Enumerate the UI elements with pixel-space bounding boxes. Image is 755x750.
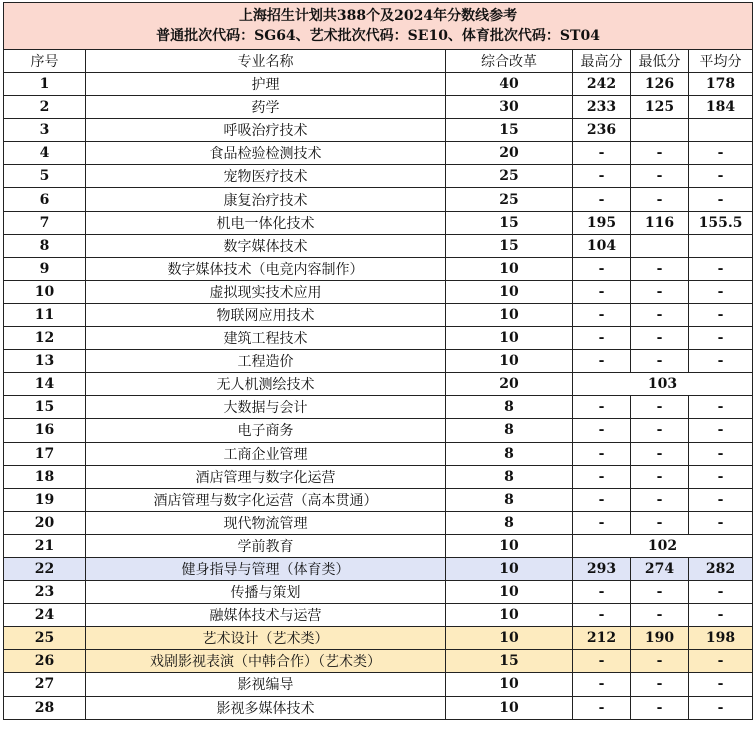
row-major-name: 传播与策划 bbox=[86, 581, 446, 604]
table-row bbox=[4, 511, 753, 534]
row-min-score: - bbox=[631, 165, 689, 188]
row-max-score: 293 bbox=[573, 557, 631, 580]
row-avg-score: - bbox=[689, 165, 753, 188]
admission-table-container bbox=[3, 2, 752, 720]
row-avg-score: 198 bbox=[689, 627, 753, 650]
row-quota: 15 bbox=[446, 650, 573, 673]
table-row bbox=[4, 696, 753, 719]
table-row bbox=[4, 234, 753, 257]
row-index: 1 bbox=[4, 73, 86, 96]
row-major-name: 宠物医疗技术 bbox=[86, 165, 446, 188]
row-major-name: 影视多媒体技术 bbox=[86, 696, 446, 719]
row-quota: 25 bbox=[446, 188, 573, 211]
row-quota: 10 bbox=[446, 581, 573, 604]
row-major-name: 戏剧影视表演（中韩合作）（艺术类） bbox=[86, 650, 446, 673]
row-index: 3 bbox=[4, 119, 86, 142]
table-row bbox=[4, 673, 753, 696]
row-index: 22 bbox=[4, 557, 86, 580]
row-avg-score: - bbox=[689, 188, 753, 211]
row-max-score: - bbox=[573, 511, 631, 534]
row-quota: 8 bbox=[446, 442, 573, 465]
row-quota: 10 bbox=[446, 327, 573, 350]
row-avg-score bbox=[689, 119, 753, 142]
row-avg-score: - bbox=[689, 142, 753, 165]
row-min-score: 125 bbox=[631, 96, 689, 119]
row-max-score: - bbox=[573, 188, 631, 211]
table-row bbox=[4, 280, 753, 303]
row-max-score: - bbox=[573, 604, 631, 627]
row-index: 28 bbox=[4, 696, 86, 719]
row-major-name: 学前教育 bbox=[86, 534, 446, 557]
row-quota: 8 bbox=[446, 396, 573, 419]
row-max-score: - bbox=[573, 142, 631, 165]
row-quota: 15 bbox=[446, 211, 573, 234]
row-index: 21 bbox=[4, 534, 86, 557]
row-min-score: - bbox=[631, 419, 689, 442]
row-major-name: 机电一体化技术 bbox=[86, 211, 446, 234]
row-quota: 20 bbox=[446, 373, 573, 396]
row-max-score: - bbox=[573, 696, 631, 719]
row-max-score: 195 bbox=[573, 211, 631, 234]
row-quota: 10 bbox=[446, 257, 573, 280]
row-quota: 20 bbox=[446, 142, 573, 165]
row-index: 27 bbox=[4, 673, 86, 696]
row-index: 23 bbox=[4, 581, 86, 604]
row-max-score: - bbox=[573, 303, 631, 326]
row-quota: 10 bbox=[446, 627, 573, 650]
row-avg-score: - bbox=[689, 350, 753, 373]
table-row bbox=[4, 604, 753, 627]
row-index: 4 bbox=[4, 142, 86, 165]
row-min-score: - bbox=[631, 442, 689, 465]
row-major-name: 酒店管理与数字化运营 bbox=[86, 465, 446, 488]
row-max-score: - bbox=[573, 419, 631, 442]
row-max-score: - bbox=[573, 488, 631, 511]
row-max-score: - bbox=[573, 165, 631, 188]
row-major-name: 数字媒体技术 bbox=[86, 234, 446, 257]
row-index: 15 bbox=[4, 396, 86, 419]
header-major: 专业名称 bbox=[86, 50, 446, 73]
row-index: 10 bbox=[4, 280, 86, 303]
row-min-score: - bbox=[631, 396, 689, 419]
row-quota: 10 bbox=[446, 673, 573, 696]
row-index: 18 bbox=[4, 465, 86, 488]
row-avg-score: 155.5 bbox=[689, 211, 753, 234]
row-avg-score: - bbox=[689, 327, 753, 350]
row-quota: 10 bbox=[446, 303, 573, 326]
header-avg-score: 平均分 bbox=[689, 50, 753, 73]
row-avg-score: 282 bbox=[689, 557, 753, 580]
row-merged-score: 102 bbox=[573, 534, 753, 557]
row-major-name: 护理 bbox=[86, 73, 446, 96]
table-row bbox=[4, 650, 753, 673]
row-quota: 10 bbox=[446, 534, 573, 557]
row-quota: 8 bbox=[446, 465, 573, 488]
row-index: 14 bbox=[4, 373, 86, 396]
row-avg-score: - bbox=[689, 650, 753, 673]
row-min-score: 116 bbox=[631, 211, 689, 234]
row-max-score: - bbox=[573, 396, 631, 419]
row-quota: 8 bbox=[446, 419, 573, 442]
row-max-score: - bbox=[573, 465, 631, 488]
row-min-score: - bbox=[631, 188, 689, 211]
row-max-score: - bbox=[573, 650, 631, 673]
table-row bbox=[4, 465, 753, 488]
row-avg-score: - bbox=[689, 257, 753, 280]
row-min-score: - bbox=[631, 327, 689, 350]
row-min-score: 126 bbox=[631, 73, 689, 96]
row-major-name: 工商企业管理 bbox=[86, 442, 446, 465]
header-index: 序号 bbox=[4, 50, 86, 73]
row-major-name: 虚拟现实技术应用 bbox=[86, 280, 446, 303]
header-row bbox=[4, 50, 753, 73]
table-row bbox=[4, 96, 753, 119]
row-quota: 10 bbox=[446, 696, 573, 719]
title-line-1: 上海招生计划共388个及2024年分数线参考 bbox=[238, 8, 518, 24]
row-index: 16 bbox=[4, 419, 86, 442]
header-min-score: 最低分 bbox=[631, 50, 689, 73]
table-row bbox=[4, 396, 753, 419]
row-avg-score: - bbox=[689, 488, 753, 511]
table-title-row bbox=[4, 3, 753, 50]
row-major-name: 酒店管理与数字化运营（高本贯通） bbox=[86, 488, 446, 511]
table-row bbox=[4, 188, 753, 211]
row-quota: 15 bbox=[446, 234, 573, 257]
row-avg-score: 184 bbox=[689, 96, 753, 119]
row-major-name: 建筑工程技术 bbox=[86, 327, 446, 350]
row-avg-score bbox=[689, 234, 753, 257]
table-row bbox=[4, 373, 753, 396]
table-row bbox=[4, 165, 753, 188]
row-avg-score: - bbox=[689, 696, 753, 719]
row-min-score: - bbox=[631, 604, 689, 627]
row-min-score: - bbox=[631, 696, 689, 719]
row-min-score bbox=[631, 119, 689, 142]
row-quota: 25 bbox=[446, 165, 573, 188]
row-major-name: 康复治疗技术 bbox=[86, 188, 446, 211]
table-row bbox=[4, 73, 753, 96]
table-row bbox=[4, 350, 753, 373]
row-major-name: 健身指导与管理（体育类） bbox=[86, 557, 446, 580]
row-major-name: 电子商务 bbox=[86, 419, 446, 442]
row-major-name: 艺术设计（艺术类） bbox=[86, 627, 446, 650]
header-max-score: 最高分 bbox=[573, 50, 631, 73]
row-min-score: - bbox=[631, 465, 689, 488]
row-avg-score: - bbox=[689, 511, 753, 534]
table-title bbox=[4, 3, 753, 50]
table-row bbox=[4, 119, 753, 142]
row-index: 11 bbox=[4, 303, 86, 326]
row-max-score: - bbox=[573, 673, 631, 696]
row-major-name: 数字媒体技术（电竞内容制作） bbox=[86, 257, 446, 280]
row-min-score: - bbox=[631, 142, 689, 165]
row-major-name: 无人机测绘技术 bbox=[86, 373, 446, 396]
row-avg-score: - bbox=[689, 604, 753, 627]
row-max-score: 233 bbox=[573, 96, 631, 119]
row-major-name: 大数据与会计 bbox=[86, 396, 446, 419]
row-quota: 10 bbox=[446, 557, 573, 580]
title-line-2: 普通批次代码：SG64、艺术批次代码：SE10、体育批次代码：ST04 bbox=[156, 28, 600, 44]
row-min-score: - bbox=[631, 673, 689, 696]
row-min-score: - bbox=[631, 257, 689, 280]
row-index: 5 bbox=[4, 165, 86, 188]
row-min-score: - bbox=[631, 350, 689, 373]
row-quota: 15 bbox=[446, 119, 573, 142]
row-major-name: 物联网应用技术 bbox=[86, 303, 446, 326]
row-index: 17 bbox=[4, 442, 86, 465]
table-row bbox=[4, 419, 753, 442]
row-max-score: - bbox=[573, 581, 631, 604]
row-major-name: 工程造价 bbox=[86, 350, 446, 373]
admission-score-table bbox=[3, 2, 753, 720]
table-row bbox=[4, 557, 753, 580]
row-index: 26 bbox=[4, 650, 86, 673]
row-avg-score: - bbox=[689, 396, 753, 419]
row-index: 6 bbox=[4, 188, 86, 211]
row-avg-score: 178 bbox=[689, 73, 753, 96]
table-row bbox=[4, 327, 753, 350]
row-quota: 30 bbox=[446, 96, 573, 119]
row-index: 24 bbox=[4, 604, 86, 627]
row-max-score: 212 bbox=[573, 627, 631, 650]
table-row bbox=[4, 142, 753, 165]
row-quota: 8 bbox=[446, 511, 573, 534]
table-row bbox=[4, 488, 753, 511]
table-row bbox=[4, 442, 753, 465]
row-avg-score: - bbox=[689, 673, 753, 696]
table-row bbox=[4, 627, 753, 650]
row-index: 19 bbox=[4, 488, 86, 511]
row-max-score: - bbox=[573, 442, 631, 465]
row-min-score: 190 bbox=[631, 627, 689, 650]
row-avg-score: - bbox=[689, 303, 753, 326]
row-min-score: - bbox=[631, 511, 689, 534]
row-major-name: 食品检验检测技术 bbox=[86, 142, 446, 165]
row-index: 8 bbox=[4, 234, 86, 257]
table-row bbox=[4, 534, 753, 557]
row-max-score: - bbox=[573, 257, 631, 280]
row-max-score: 236 bbox=[573, 119, 631, 142]
row-max-score: 104 bbox=[573, 234, 631, 257]
row-index: 25 bbox=[4, 627, 86, 650]
row-avg-score: - bbox=[689, 465, 753, 488]
row-merged-score: 103 bbox=[573, 373, 753, 396]
row-major-name: 现代物流管理 bbox=[86, 511, 446, 534]
row-min-score: - bbox=[631, 280, 689, 303]
row-max-score: 242 bbox=[573, 73, 631, 96]
row-major-name: 影视编导 bbox=[86, 673, 446, 696]
row-quota: 10 bbox=[446, 280, 573, 303]
row-avg-score: - bbox=[689, 419, 753, 442]
table-row bbox=[4, 303, 753, 326]
row-min-score: 274 bbox=[631, 557, 689, 580]
table-row bbox=[4, 257, 753, 280]
row-index: 9 bbox=[4, 257, 86, 280]
row-quota: 40 bbox=[446, 73, 573, 96]
row-max-score: - bbox=[573, 327, 631, 350]
row-min-score: - bbox=[631, 650, 689, 673]
row-major-name: 药学 bbox=[86, 96, 446, 119]
row-quota: 10 bbox=[446, 604, 573, 627]
row-min-score: - bbox=[631, 303, 689, 326]
header-quota: 综合改革 bbox=[446, 50, 573, 73]
row-major-name: 呼吸治疗技术 bbox=[86, 119, 446, 142]
table-row bbox=[4, 581, 753, 604]
row-quota: 8 bbox=[446, 488, 573, 511]
row-index: 12 bbox=[4, 327, 86, 350]
row-avg-score: - bbox=[689, 442, 753, 465]
row-index: 7 bbox=[4, 211, 86, 234]
row-index: 20 bbox=[4, 511, 86, 534]
row-avg-score: - bbox=[689, 280, 753, 303]
row-max-score: - bbox=[573, 350, 631, 373]
row-quota: 10 bbox=[446, 350, 573, 373]
table-row bbox=[4, 211, 753, 234]
row-min-score: - bbox=[631, 581, 689, 604]
row-min-score: - bbox=[631, 488, 689, 511]
row-min-score bbox=[631, 234, 689, 257]
row-major-name: 融媒体技术与运营 bbox=[86, 604, 446, 627]
row-max-score: - bbox=[573, 280, 631, 303]
row-avg-score: - bbox=[689, 581, 753, 604]
row-index: 13 bbox=[4, 350, 86, 373]
row-index: 2 bbox=[4, 96, 86, 119]
